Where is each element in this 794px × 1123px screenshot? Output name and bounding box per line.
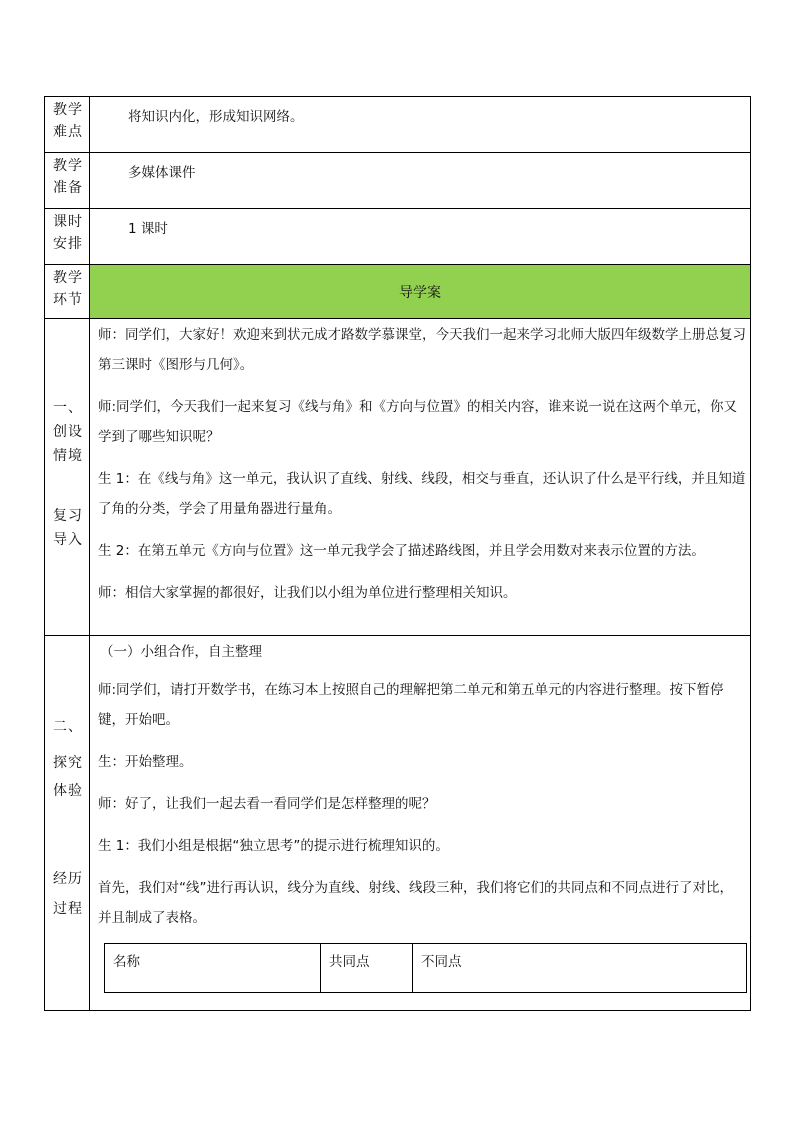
dialogue-paragraph: 师：相信大家掌握的都很好，让我们以小组为单位进行整理相关知识。 [98, 585, 517, 601]
row-stage [45, 265, 751, 319]
section2-side-line: 探究 [53, 755, 83, 771]
dialogue-paragraph: 生 1：在《线与角》这一单元，我认识了直线、射线、线段，相交与垂直，还认识了什么是平行线，并且知道了角的分类，学会了用量角器进行量角。 [98, 471, 746, 517]
section2-side-line: 过程 [53, 901, 83, 917]
prep-cell [90, 153, 751, 209]
label-line: 教学 [53, 102, 83, 118]
dialogue-paragraph: 生 1：我们小组是根据“独立思考”的提示进行梳理知识的。 [98, 838, 449, 854]
header-diff: 不同点 [413, 944, 747, 993]
comparison-header-row [105, 944, 747, 993]
dialogue-paragraph: 生 2：在第五单元《方向与位置》这一单元我学会了描述路线图，并且学会用数对来表示位置的方法。 [98, 543, 705, 559]
schedule-text: 1 课时 [128, 221, 168, 237]
label-line: 教学 [53, 270, 83, 286]
line-comparison-table [104, 943, 747, 993]
section1-side-line: 导入 [53, 532, 83, 548]
label-line: 难点 [53, 124, 83, 140]
section1-number: 一、 [53, 400, 83, 416]
row-schedule [45, 209, 751, 265]
section1-content [90, 319, 751, 636]
row-section1 [45, 319, 751, 636]
lesson-plan-table [44, 96, 751, 1011]
dialogue-paragraph: 生：开始整理。 [98, 754, 193, 770]
row-section2 [45, 636, 751, 1011]
stage-header: 导学案 [90, 265, 751, 319]
label-line: 教学 [53, 158, 83, 174]
section1-side [45, 319, 90, 636]
section2-side [45, 636, 90, 1011]
section2-content [90, 636, 751, 1011]
dialogue-paragraph: 首先，我们对“线”进行再认识，线分为直线、射线、线段三种，我们将它们的共同点和不同点进行了对比，并且制成了表格。 [98, 880, 733, 926]
label-prep [45, 153, 90, 209]
label-line: 环节 [53, 292, 83, 308]
dialogue-paragraph: 师：同学们，大家好！欢迎来到状元成才路数学慕课堂，今天我们一起来学习北师大版四年级数学上册总复习第三课时《图形与几何》。 [98, 327, 746, 373]
label-line: 课时 [53, 214, 83, 230]
row-difficulty [45, 97, 751, 153]
section1-side-line: 创设 [53, 424, 83, 440]
difficulty-cell [90, 97, 751, 153]
section2-side-line: 体验 [53, 783, 83, 799]
label-line: 安排 [53, 236, 83, 252]
label-schedule [45, 209, 90, 265]
header-common: 共同点 [321, 944, 413, 993]
section1-side-line: 情境 [53, 448, 83, 464]
label-line: 准备 [53, 180, 83, 196]
header-name: 名称 [105, 944, 321, 993]
dialogue-paragraph: 师:同学们，请打开数学书，在练习本上按照自己的理解把第二单元和第五单元的内容进行整理。按下暂停键，开始吧。 [98, 682, 724, 728]
dialogue-paragraph: 师：好了，让我们一起去看一看同学们是怎样整理的呢？ [98, 796, 436, 812]
section1-side-line: 复习 [53, 508, 83, 524]
schedule-cell [90, 209, 751, 265]
section2-number: 二、 [53, 719, 83, 735]
difficulty-text: 将知识内化，形成知识网络。 [128, 109, 304, 125]
dialogue-paragraph: 师:同学们，今天我们一起来复习《线与角》和《方向与位置》的相关内容，谁来说一说在这两个单元，你又学到了哪些知识呢？ [98, 399, 738, 445]
label-stage [45, 265, 90, 319]
prep-text: 多媒体课件 [128, 165, 196, 181]
section2-side-line: 经历 [53, 871, 83, 887]
row-prep [45, 153, 751, 209]
section2-heading: （一）小组合作，自主整理 [100, 644, 262, 660]
label-difficulty [45, 97, 90, 153]
